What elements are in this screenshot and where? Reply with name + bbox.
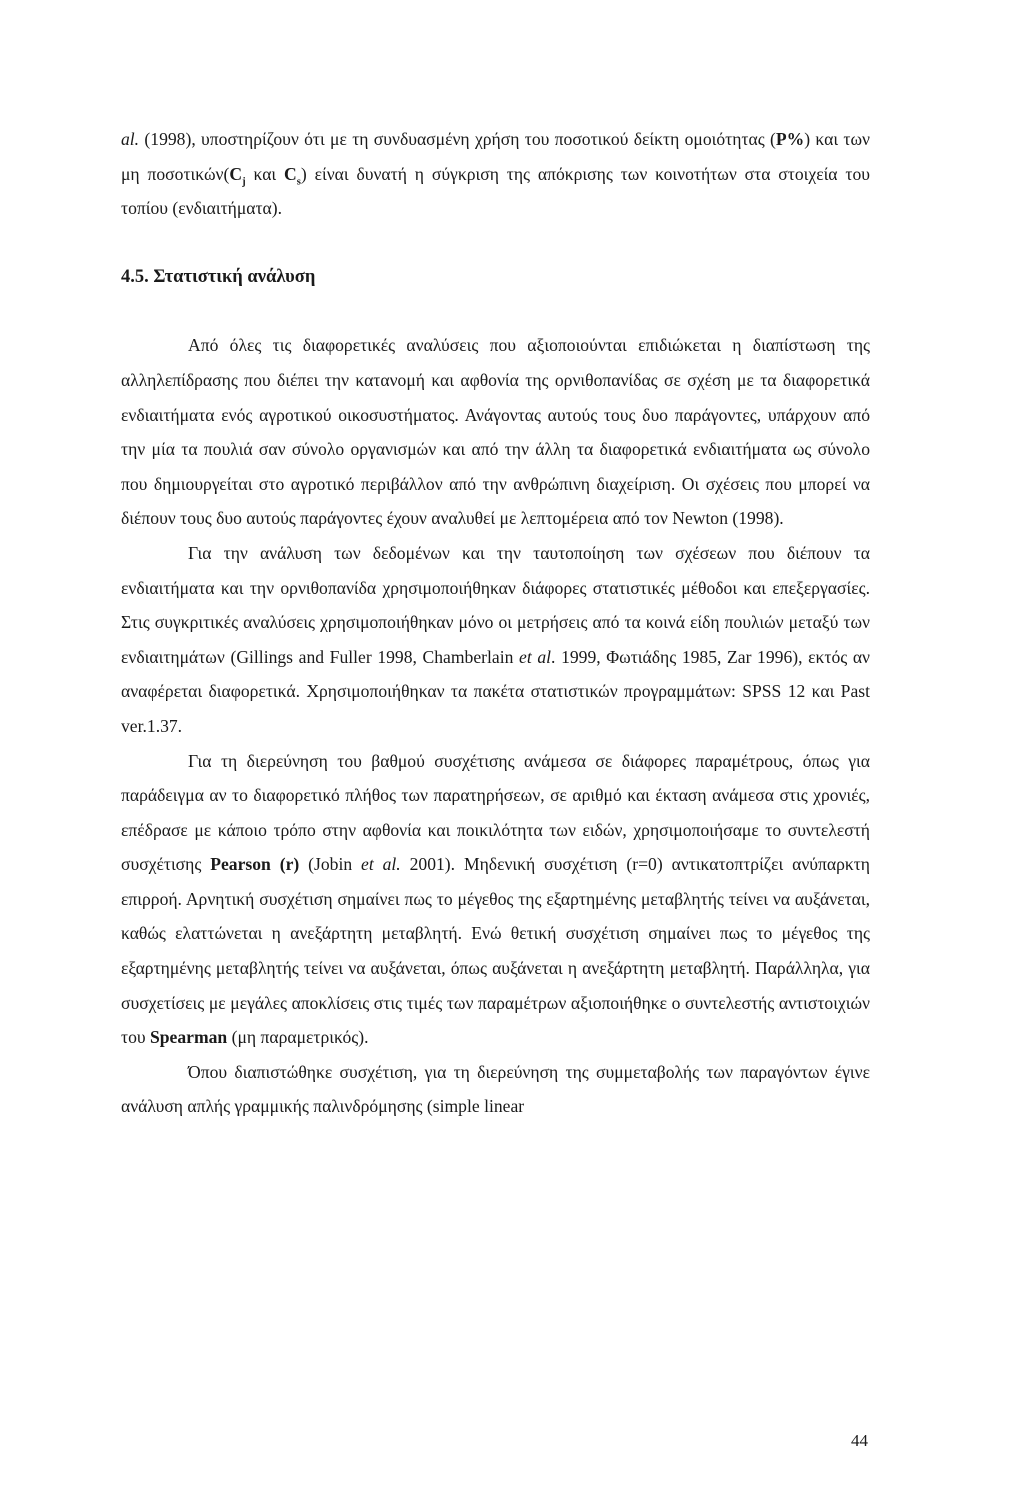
paragraph-regression: Όπου διαπιστώθηκε συσχέτιση, για τη διερεύνηση της συμμεταβολής των παραγόντων έγινε ανάλυση απλής γραμμικής παλινδρόμησης (simple linear [121, 1061, 870, 1117]
paragraph-correlation: Για τη διερεύνηση του βαθμού συσχέτισης ανάμεσα σε διάφορες παραμέτρους, όπως για παράδειγμα αν το διαφορετικό πλήθος των παρατηρήσεων, σε αριθμό και έκταση ανάμεσα στις χρονιές, επέδρασε με κάποιο τρόπο στην αφθονία και ποικιλότητα των ειδών, χρησιμοποιήσαμε το συντελεστή συσχέτισης Pearson (r) (Jobin et al. 2001). Μηδενική συσχέτιση (r=0) αντικατοπτρίζει ανύπαρκτη επιρροή. Αρνητική συσχέτιση σημαίνει πως το μέγεθος της εξαρτημένης μεταβλητής τείνει να αυξάνεται, καθώς ελαττώνεται η ανεξάρτητη μεταβλητή. Ενώ θετική συσχέτιση σημαίνει πως το μέγεθος της εξαρτημένης μεταβλητής τείνει να αυξάνεται, όπως αυξάνεται η ανεξάρτητη μεταβλητή. Παράλληλα, για συσχετίσεις με μεγάλες αποκλίσεις στις τιμές των παραμέτρων αξιοποιήθηκε ο συντελεστής αντιστοιχιών του Spearman (μη παραμετρικός). [121, 750, 871, 1048]
paragraph-methods: Για την ανάλυση των δεδομένων και την ταυτοποίηση των σχέσεων που διέπουν τα ενδιαιτήματα και την ορνιθοπανίδα χρησιμοποιήθηκαν διάφορες στατιστικές μέθοδοι και επεξεργασίες. Στις συγκριτικές αναλύσεις χρησιμοποιήθηκαν μόνο οι μετρήσεις από τα κοινά είδη πουλιών μεταξύ των ενδιαιτημάτων (Gillings and Fuller 1998, Chamberlain et al. 1999, Φωτιάδης 1985, Zar 1996), εκτός αν αναφέρεται διαφορετικά. Χρησιμοποιήθηκαν τα πακέτα στατιστικών προγραμμάτων: SPSS 12 και Past ver.1.37. [121, 542, 871, 736]
index-p-percent: P% [775, 129, 805, 149]
pearson-term: Pearson (r) [210, 854, 300, 875]
page-number: 44 [851, 1431, 868, 1450]
index-cj: $C_j$ [229, 163, 246, 188]
paragraph-intro: Από όλες τις διαφορετικές αναλύσεις που αξιοποιούνται επιδιώκεται η διαπίστωση της αλληλεπίδρασης που διέπει την κατανομή και αφθονία της ορνιθοπανίδας σε σχέση με τα διαφορετικά ενδιαιτήματα ενός αγροτικού οικοσυστήματος. Ανάγοντας αυτούς τους δυο παράγοντες, υπάρχουν από την μία τα πουλιά σαν σύνολο οργανισμών και από την άλλη τα διαφορετικά ενδιαιτήματα ως σύνολο που δημιουργείται στο αγροτικό περιβάλλον από την ανθρώπινη διαχείριση. Οι σχέσεις που μπορεί να διέπουν τους δυο αυτούς παράγοντες έχουν αναλυθεί με λεπτομέρεια από τον Newton (1998). [121, 335, 870, 529]
spearman-term: Spearman [149, 1027, 228, 1048]
body-text [121, 122, 870, 1124]
paragraph-continuation: al. (1998), υποστηρίζουν ότι με τη συνδυασμένη χρήση του ποσοτικού δείκτη ομοιότητας (P%) και των μη $\pi o\sigma o\tau\iota\kappa ώ\nu(C_j$ και $C_s$) είναι δυνατή η σύγκριση της απόκρισης των κοινοτήτων στα στοιχεία του τοπίου (ενδιαιτήματα). [121, 129, 870, 219]
citation-al: al. [121, 129, 140, 149]
index-cs: $C_s$ [284, 163, 301, 188]
section-heading: 4.5. Στατιστική ανάλυση [121, 266, 316, 287]
